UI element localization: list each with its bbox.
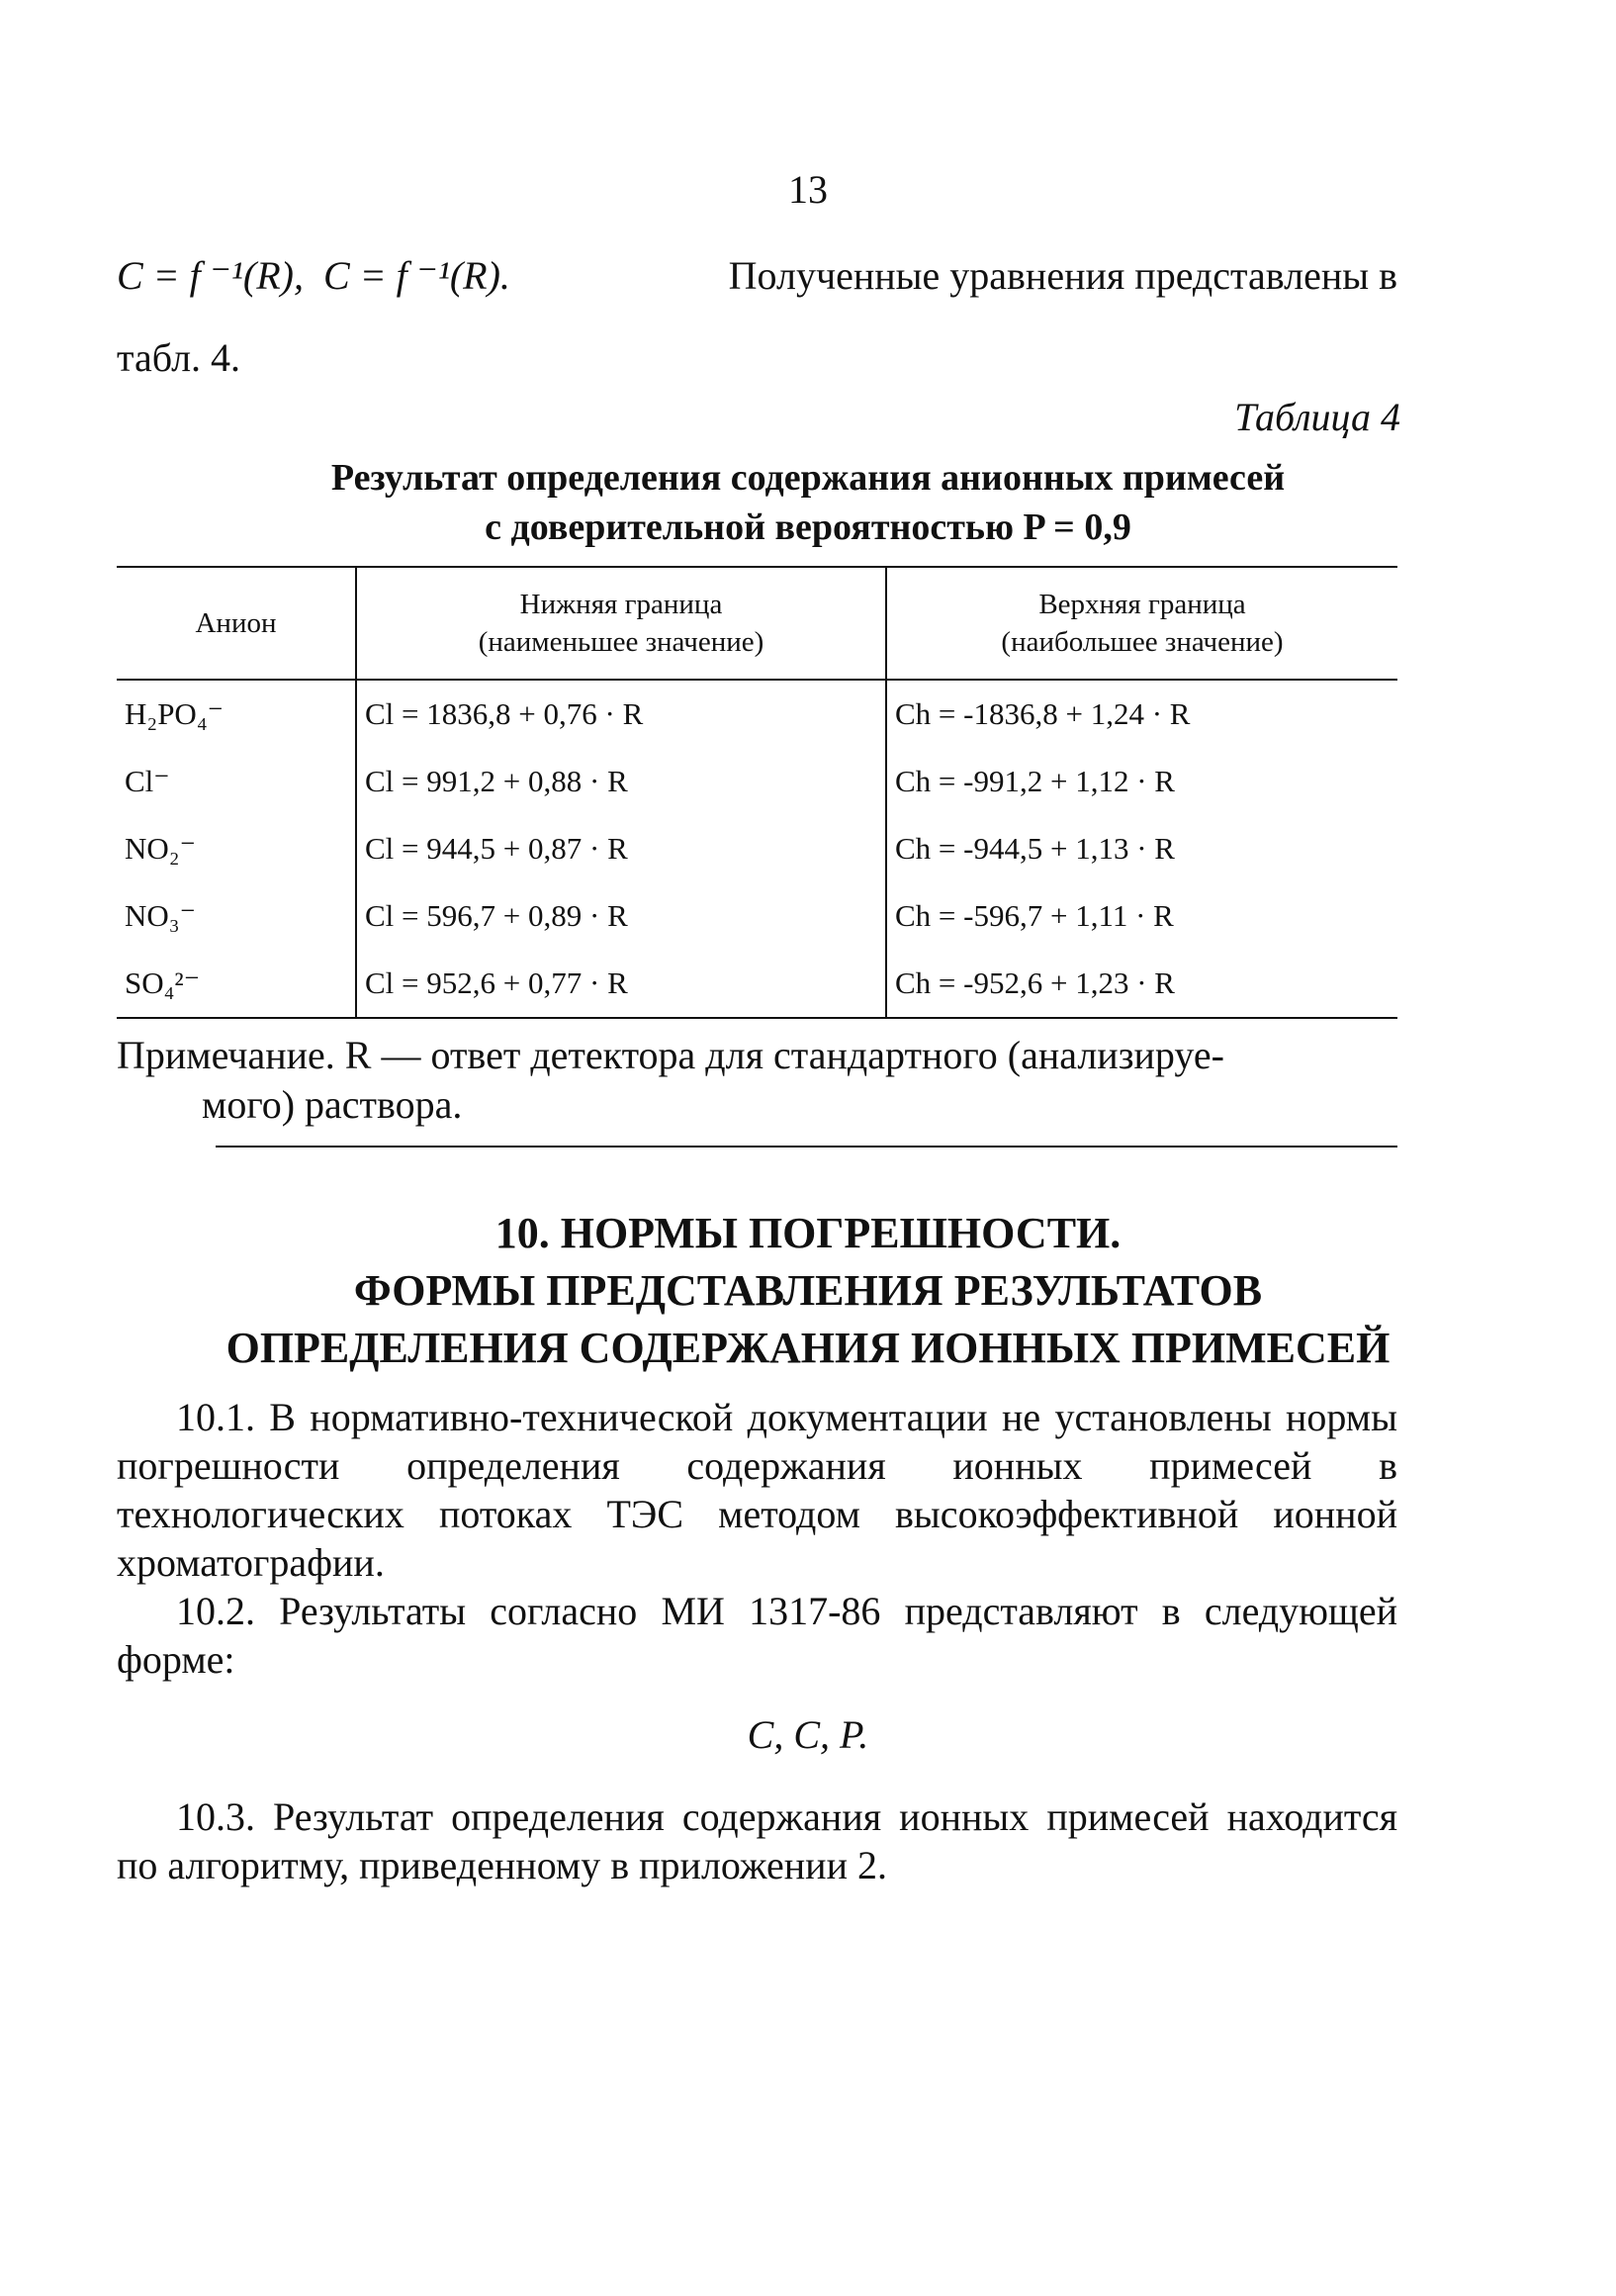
table-row bbox=[117, 748, 1397, 815]
cell-lower: Cl = 1836,8 + 0,76 · R bbox=[356, 680, 886, 748]
results-table bbox=[117, 566, 1397, 1019]
result-formula-text: C, C, P. bbox=[747, 1712, 869, 1757]
cell-upper: Ch = -596,7 + 1,11 · R bbox=[886, 882, 1397, 950]
cell-lower: Cl = 952,6 + 0,77 · R bbox=[356, 950, 886, 1018]
header-lower-line1: Нижняя граница bbox=[519, 589, 723, 620]
header-upper bbox=[886, 567, 1397, 680]
section-title-line3: ОПРЕДЕЛЕНИЯ СОДЕРЖАНИЯ ИОННЫХ ПРИМЕСЕЙ bbox=[225, 1324, 1391, 1372]
table-label: Таблица 4 bbox=[1234, 395, 1400, 439]
cell-upper: Ch = -991,2 + 1,12 · R bbox=[886, 748, 1397, 815]
header-anion: Анион bbox=[195, 607, 277, 639]
table-title-line1: Результат определения содержания анионных примесей bbox=[330, 457, 1286, 499]
section-title-line1: 10. НОРМЫ ПОГРЕШНОСТИ. bbox=[494, 1209, 1122, 1257]
formula-upper-text: C = f ⁻¹(R). bbox=[322, 253, 510, 298]
section-title-line2: ФОРМЫ ПРЕДСТАВЛЕНИЯ РЕЗУЛЬТАТОВ bbox=[353, 1266, 1263, 1315]
table-title bbox=[0, 453, 1616, 552]
divider bbox=[216, 1146, 1397, 1148]
paragraph-10-2-text: 10.2. Результаты согласно МИ 1317-86 представляют в следующей форме: bbox=[117, 1589, 1397, 1682]
cell-lower: Cl = 596,7 + 0,89 · R bbox=[356, 882, 886, 950]
section-title bbox=[0, 1205, 1616, 1377]
paragraph-10-3-text: 10.3. Результат определения содержания ионных примесей находится по алгоритму, приведенному в приложении 2. bbox=[117, 1794, 1397, 1887]
header-lower bbox=[356, 567, 886, 680]
header-upper-line2: (наибольшее значение) bbox=[1001, 626, 1284, 658]
note-line1: Примечание. R — ответ детектора для стандартного (анализируе- bbox=[117, 1033, 1224, 1077]
cell-lower: Cl = 991,2 + 0,88 · R bbox=[356, 748, 886, 815]
table-note bbox=[117, 1031, 1397, 1130]
header-upper-line1: Верхняя граница bbox=[1038, 589, 1246, 620]
table-title-line2: с доверительной вероятностью P = 0,9 bbox=[485, 506, 1131, 548]
intro-text: Полученные уравнения представлены в bbox=[728, 253, 1397, 298]
cell-upper: Ch = -944,5 + 1,13 · R bbox=[886, 815, 1397, 882]
cell-anion: NO₃⁻ bbox=[125, 898, 196, 933]
formula-upper bbox=[323, 252, 510, 299]
cell-upper: Ch = -1836,8 + 1,24 · R bbox=[886, 680, 1397, 748]
cell-anion: SO₄²⁻ bbox=[125, 965, 201, 1000]
cell-upper: Ch = -952,6 + 1,23 · R bbox=[886, 950, 1397, 1018]
table-row bbox=[117, 680, 1397, 748]
paragraph-10-3 bbox=[117, 1792, 1397, 1889]
page-number: 13 bbox=[788, 167, 828, 212]
cell-lower: Cl = 944,5 + 0,87 · R bbox=[356, 815, 886, 882]
cell-anion: NO₂⁻ bbox=[125, 831, 196, 866]
formula-lower bbox=[117, 252, 304, 299]
paragraph-10-2 bbox=[117, 1587, 1397, 1684]
intro-formula-line bbox=[117, 252, 1397, 299]
paragraph-10-1 bbox=[117, 1393, 1397, 1587]
paragraph-10-1-text: 10.1. В нормативно-технической документации не установлены нормы погрешности определения содержания ионных примесей в технологических потоках ТЭС методом высокоэффективной ионной хроматографии. bbox=[117, 1395, 1397, 1585]
note-line2: мого) раствора. bbox=[202, 1082, 463, 1127]
table-header-row bbox=[117, 567, 1397, 680]
table-row bbox=[117, 882, 1397, 950]
table-row bbox=[117, 815, 1397, 882]
intro-text-continued: табл. 4. bbox=[117, 335, 241, 380]
cell-anion: H₂PO₄⁻ bbox=[125, 696, 224, 731]
result-formula bbox=[0, 1711, 1616, 1758]
cell-anion: Cl⁻ bbox=[125, 764, 170, 798]
header-lower-line2: (наименьшее значение) bbox=[478, 626, 764, 658]
table-row bbox=[117, 950, 1397, 1018]
formula-lower-text: C = f ⁻¹(R), bbox=[117, 253, 304, 298]
